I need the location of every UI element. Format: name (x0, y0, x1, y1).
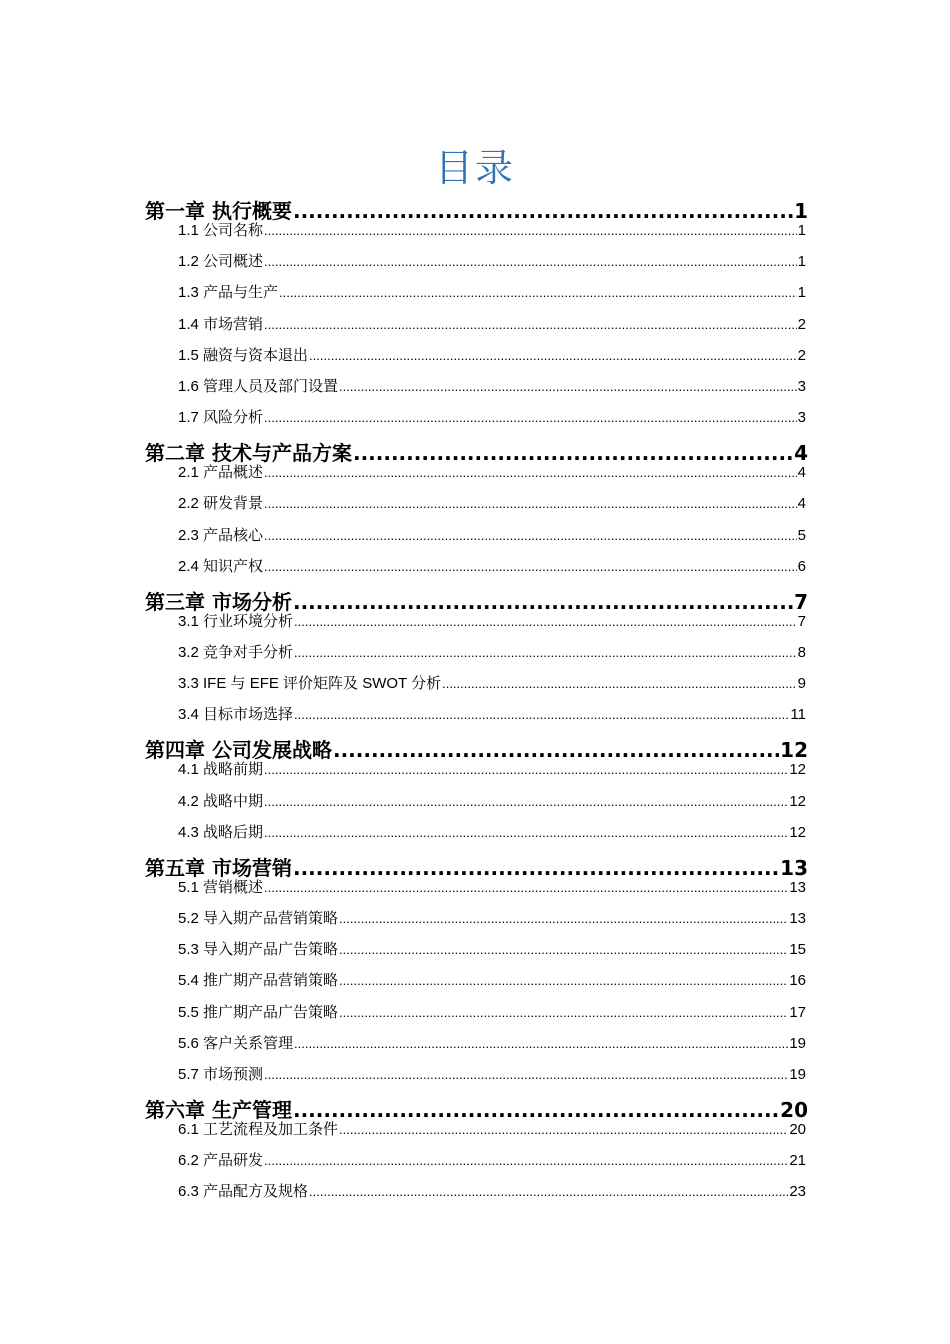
toc-page-number: 20 (780, 1098, 808, 1122)
toc-page-number: 4 (797, 495, 806, 513)
toc-entry-label: 2.2 研发背景 (178, 495, 264, 513)
toc-leader-dots (339, 910, 788, 927)
toc-page-number: 5 (797, 526, 806, 544)
toc-entry-label: 2.3 产品核心 (178, 526, 264, 544)
toc-page-number: 17 (789, 1003, 806, 1021)
toc-leader-dots (294, 1035, 788, 1052)
toc-leader-dots (264, 761, 788, 778)
toc-entry-label: 5.2 导入期产品营销策略 (178, 910, 339, 927)
toc-entry-label: 5.3 导入期产品广告策略 (178, 941, 339, 959)
toc-section-entry[interactable] (178, 1180, 806, 1201)
toc-entry-label: 3.4 目标市场选择 (178, 706, 294, 724)
toc-section-entry[interactable] (178, 907, 806, 928)
toc-section-entry[interactable] (178, 790, 806, 811)
toc-leader-dots (264, 1066, 788, 1083)
toc-entry-label: 1.6 管理人员及部门设置 (178, 378, 339, 395)
toc-entry-label: 1.4 市场营销 (178, 315, 264, 333)
toc-leader-dots (442, 675, 797, 692)
toc-page-number: 12 (789, 823, 806, 841)
toc-leader-dots (309, 347, 797, 364)
toc-entry-label: 5.6 客户关系管理 (178, 1034, 294, 1052)
toc-section-entry[interactable] (178, 344, 806, 365)
toc-leader-dots (264, 1152, 788, 1169)
toc-leader-dots (339, 1004, 788, 1021)
toc-entry-label: 6.2 产品研发 (178, 1152, 264, 1170)
toc-page-number: 8 (797, 644, 806, 661)
toc-page-number: 1 (797, 222, 806, 239)
toc-leader-dots (264, 879, 788, 896)
toc-page-number: 20 (789, 1121, 806, 1138)
toc-entry-label: 第一章 执行概要 (145, 199, 292, 223)
toc-page-number: 23 (789, 1183, 806, 1201)
toc-page-number: 12 (789, 761, 806, 779)
toc-section-entry[interactable] (178, 821, 806, 842)
toc-page-number: 12 (780, 738, 808, 763)
toc-page-number: 1 (797, 284, 806, 302)
toc-page-number: 6 (797, 557, 806, 575)
toc-leader-dots (294, 706, 789, 723)
toc-entry-label: 第四章 公司发展战略 (145, 738, 332, 763)
toc-entry-label: 1.1 公司名称 (178, 222, 264, 239)
toc-entry-label: 6.3 产品配方及规格 (178, 1183, 309, 1201)
toc-section-entry[interactable] (178, 219, 806, 240)
toc-entry-label: 4.3 战略后期 (178, 823, 264, 841)
toc-page-number: 13 (789, 878, 806, 896)
toc-leader-dots (264, 222, 797, 239)
toc-section-entry[interactable] (178, 313, 806, 334)
toc-section-entry[interactable] (178, 969, 806, 990)
toc-leader-dots (294, 644, 797, 661)
toc-entry-label: 4.1 战略前期 (178, 761, 264, 779)
toc-section-entry[interactable] (178, 555, 806, 576)
toc-section-entry[interactable] (178, 375, 806, 396)
toc-section-entry[interactable] (178, 524, 806, 545)
toc-leader-dots (264, 316, 797, 333)
toc-entry-label: 第二章 技术与产品方案 (145, 441, 352, 466)
toc-leader-dots (339, 378, 797, 395)
toc-entry-label: 5.1 营销概述 (178, 878, 264, 896)
toc-page-number: 11 (790, 706, 806, 724)
toc-section-entry[interactable] (178, 461, 806, 482)
toc-page-number: 13 (780, 855, 808, 880)
toc-page-number: 3 (797, 409, 806, 427)
toc-leader-dots (264, 558, 797, 575)
toc-page-number: 3 (797, 378, 806, 395)
toc-section-entry[interactable] (178, 250, 806, 271)
toc-entry-label: 5.4 推广期产品营销策略 (178, 972, 339, 990)
toc-entry-label: 第六章 生产管理 (145, 1098, 292, 1122)
toc-entry-label: 5.5 推广期产品广告策略 (178, 1003, 339, 1021)
toc-section-entry[interactable] (178, 1063, 806, 1084)
toc-section-entry[interactable] (178, 938, 806, 959)
toc-page-number: 9 (797, 675, 806, 693)
toc-section-entry[interactable] (178, 672, 806, 693)
toc-leader-dots (264, 824, 788, 841)
toc-entry-label: 1.5 融资与资本退出 (178, 346, 309, 364)
toc-page-number: 21 (789, 1152, 806, 1170)
toc-entry-label: 1.2 公司概述 (178, 253, 264, 271)
toc-leader-dots (294, 613, 797, 630)
toc-entry-label: 2.4 知识产权 (178, 557, 264, 575)
toc-entry-label: 4.2 战略中期 (178, 792, 264, 810)
toc-section-entry[interactable] (178, 1149, 806, 1170)
toc-page-number: 2 (797, 346, 806, 364)
toc-leader-dots (279, 284, 797, 301)
toc-page-number: 16 (789, 972, 806, 990)
page-title: 目录 (434, 146, 515, 190)
toc-page-number: 19 (789, 1066, 806, 1083)
toc-section-entry[interactable] (178, 876, 806, 897)
toc-section-entry[interactable] (178, 758, 806, 779)
toc-leader-dots (309, 1183, 788, 1200)
toc-leader-dots (264, 464, 797, 481)
toc-leader-dots (339, 1121, 788, 1138)
toc-page-number: 2 (797, 315, 806, 333)
toc-section-entry[interactable] (178, 1001, 806, 1022)
toc-entry-label: 5.7 市场预测 (178, 1066, 264, 1083)
toc-leader-dots (264, 527, 797, 544)
toc-entry-label: 第三章 市场分析 (145, 589, 292, 614)
toc-page-number: 13 (789, 910, 806, 927)
toc-entry-label: 6.1 工艺流程及加工条件 (178, 1121, 339, 1138)
toc-entry-label: 3.3 IFE 与 EFE 评价矩阵及 SWOT 分析 (178, 675, 442, 693)
toc-page-number: 15 (789, 941, 806, 959)
toc-leader-dots (264, 495, 797, 512)
toc-page-number: 1 (797, 253, 806, 271)
toc-entry-label: 第五章 市场营销 (145, 855, 292, 880)
toc-leader-dots (264, 253, 797, 270)
toc-leader-dots (339, 941, 788, 958)
toc-section-entry[interactable] (178, 492, 806, 513)
toc-entry-label: 1.7 风险分析 (178, 409, 264, 427)
toc-section-entry[interactable] (178, 610, 806, 631)
toc-section-entry[interactable] (178, 641, 806, 662)
toc-page-number: 1 (794, 199, 808, 223)
toc-page-number: 4 (794, 441, 808, 466)
toc-entry-label: 3.2 竞争对手分析 (178, 644, 294, 661)
toc-leader-dots (264, 409, 797, 426)
toc-page-number: 4 (797, 464, 806, 482)
toc-leader-dots (264, 793, 788, 810)
toc-page-number: 7 (797, 612, 806, 630)
toc-page-number: 19 (789, 1034, 806, 1052)
toc-entry-label: 1.3 产品与生产 (178, 284, 279, 302)
toc-page-number: 12 (789, 792, 806, 810)
toc-section-entry[interactable] (178, 1032, 806, 1053)
toc-leader-dots (339, 972, 788, 989)
toc-page-number: 7 (794, 589, 808, 614)
toc-entry-label: 2.1 产品概述 (178, 464, 264, 482)
toc-section-entry[interactable] (178, 703, 806, 724)
toc-section-entry[interactable] (178, 1118, 806, 1139)
toc-section-entry[interactable] (178, 281, 806, 302)
toc-section-entry[interactable] (178, 406, 806, 427)
toc-entry-label: 3.1 行业环境分析 (178, 612, 294, 630)
